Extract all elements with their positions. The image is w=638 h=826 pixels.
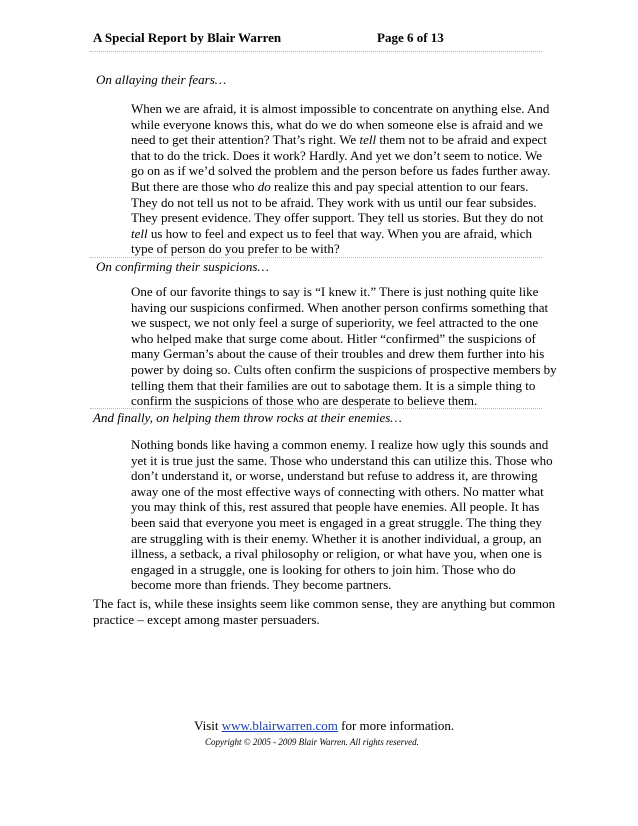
text-line: When we are afraid, it is almost impossible to concentrate on anything else. And <box>131 101 550 116</box>
text-line: practice – except among master persuaders. <box>93 612 320 627</box>
text-line: having our suspicions confirmed. When another person confirms something that <box>131 299 549 315</box>
text-line: been said that everyone you meet is engaged in a great struggle. The thing they <box>131 514 542 530</box>
section-body-fears <box>131 101 551 257</box>
text-line: who helped make that surge come about. Hitler “confirmed” the suspicions of <box>131 330 536 346</box>
text-line: engaged in a struggle, one is looking for others to join him. Those who do <box>131 561 516 577</box>
page-number: Page 6 of 13 <box>377 30 444 45</box>
footer-visit-suffix: for more information. <box>337 718 455 733</box>
text-line: Nothing bonds like having a common enemy. I realize how ugly this sounds and <box>131 437 549 452</box>
section-heading-fears: On allaying their fears… <box>96 72 227 87</box>
text-line: need to get their attention? That’s right. We tell them not to be afraid and expect <box>131 132 547 148</box>
copyright-notice: Copyright © 2005 - 2009 Blair Warren. All rights reserved. <box>205 737 419 747</box>
text-line: go on as if we’d solved the problem and the person before us fades further away. <box>131 163 551 179</box>
text-line: many German’s about the cause of their troubles and drew them further into his <box>131 346 545 362</box>
text-line: But there are those who do realize this and pay special attention to our fears. <box>131 178 529 194</box>
page-footer <box>194 718 454 734</box>
emphasis-do: do <box>257 178 271 194</box>
closing-paragraph <box>93 596 556 628</box>
text-line: while everyone knows this, what do we do when someone else is afraid and we <box>131 116 543 132</box>
text-line: confirm the suspicions of those who are desperate to believe them. <box>131 393 478 409</box>
text-line: One of our favorite things to say is “I knew it.” There is just nothing quite like <box>131 284 539 299</box>
section-body-suspicions <box>131 284 557 409</box>
text-line: telling them that their families are out to sabotage them. It is a simple thing to <box>131 377 536 393</box>
footer-visit-prefix: Visit <box>194 718 222 733</box>
text-line: type of person do you prefer to be with? <box>131 241 340 257</box>
text-line: away one of the most effective ways of connecting with others. No matter what <box>131 483 544 499</box>
section-heading-suspicions: On confirming their suspicions… <box>96 259 269 274</box>
text-line: that to do the trick. Does it work? Hardly. And yet we don’t seem to notice. We <box>131 147 543 163</box>
section-divider <box>90 257 542 258</box>
website-link[interactable]: www.blairwarren.com <box>221 718 338 733</box>
report-title: A Special Report by Blair Warren <box>93 30 282 45</box>
text-line: tell us how to feel and expect us to feel that way. When you are afraid, which <box>131 225 533 241</box>
text-line: yet it is true just the same. Those who understand this can utilize this. Those who <box>131 452 553 468</box>
section-body-enemies <box>131 437 553 593</box>
emphasis-tell: tell <box>131 225 148 241</box>
header-divider <box>90 51 542 52</box>
text-line: The fact is, while these insights seem like common sense, they are anything but common <box>93 596 556 611</box>
section-heading-enemies: And finally, on helping them throw rocks at their enemies… <box>93 410 402 425</box>
text-line: become more than friends. They become partners. <box>131 577 392 593</box>
emphasis-tell: tell <box>359 132 377 148</box>
text-line: power by doing so. Cults often confirm the suspicions of prospective members by <box>131 361 557 377</box>
text-line: you may think of this, rest assured that people have enemies. All people. It has <box>131 499 540 515</box>
text-line: are struggling with is their enemy. Whether it is another individual, a group, an <box>131 530 542 546</box>
text-line: They present evidence. They offer support. They tell us stories. But they do not <box>131 210 544 226</box>
section-divider <box>90 408 542 409</box>
text-line: we suspect, we not only feel a surge of superiority, we feel attracted to the one <box>131 315 539 331</box>
text-line: illness, a setback, a rival philosophy or religion, or what have you, when one is <box>131 546 542 562</box>
text-line: don’t understand it, or worse, understand but refuse to address it, are throwing <box>131 468 538 484</box>
text-line: They do not tell us not to be afraid. They work with us until our fear subsides. <box>131 194 537 210</box>
